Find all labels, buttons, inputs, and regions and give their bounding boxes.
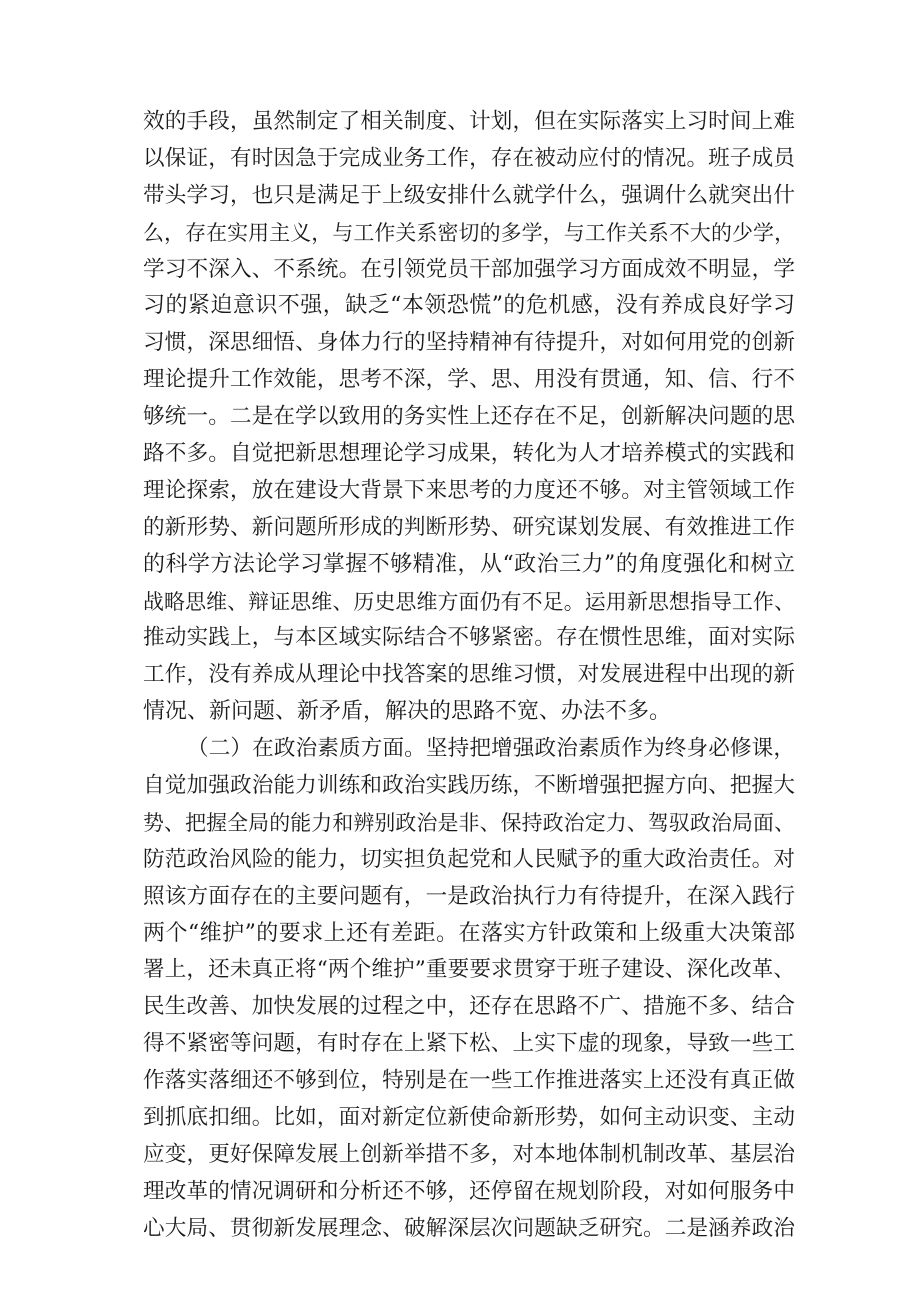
text-line: 心大局、贯彻新发展理念、破解深层次问题缺乏研究。二是涵养政治 bbox=[143, 1215, 795, 1241]
text-line: 战略思维、辩证思维、历史思维方面仍有不足。运用新思想指导工作、 bbox=[143, 589, 795, 614]
text-line: 作落实落细还不够到位，特别是在一些工作推进落实上还没有真正做 bbox=[143, 1068, 795, 1094]
document-body bbox=[143, 104, 795, 1248]
text-line: 效的手段，虽然制定了相关制度、计划，但在实际落实上习时间上难 bbox=[143, 109, 795, 134]
text-line: 自觉加强政治能力训练和政治实践历练，不断增强把握方向、把握大 bbox=[143, 773, 795, 799]
text-line: 工作，没有养成从理论中找答案的思维习惯，对发展进程中出现的新 bbox=[143, 662, 795, 688]
text-line: 理改革的情况调研和分析还不够，还停留在规划阶段，对如何服务中 bbox=[143, 1178, 795, 1204]
text-line: 么，存在实用主义，与工作关系密切的多学，与工作关系不大的少学， bbox=[143, 220, 795, 245]
text-line: 够统一。二是在学以致用的务实性上还存在不足，创新解决问题的思 bbox=[143, 404, 795, 430]
text-line: 应变，更好保障发展上创新举措不多，对本地体制机制改革、基层治 bbox=[143, 1141, 795, 1167]
text-line: 理论探索，放在建设大背景下来思考的力度还不够。对主管领域工作 bbox=[143, 477, 795, 503]
text-line: 情况、新问题、新矛盾，解决的思路不宽、办法不多。 bbox=[143, 699, 672, 725]
text-line: 路不多。自觉把新思想理论学习成果，转化为人才培养模式的实践和 bbox=[143, 441, 795, 467]
text-line: 的科学方法论学习掌握不够精准，从“政治三力”的角度强化和树立 bbox=[143, 551, 795, 577]
text-line: 学习不深入、不系统。在引领党员干部加强学习方面成效不明显，学 bbox=[143, 256, 795, 282]
text-line: 民生改善、加快发展的过程之中，还存在思路不广、措施不多、结合 bbox=[143, 994, 795, 1020]
text-line: 以保证，有时因急于完成业务工作，存在被动应付的情况。班子成员 bbox=[143, 145, 795, 171]
text-line: 的新形势、新问题所形成的判断形势、研究谋划发展、有效推进工作 bbox=[143, 514, 795, 540]
text-line: 到抓底扣细。比如，面对新定位新使命新形势，如何主动识变、主动 bbox=[143, 1105, 795, 1131]
text-line: 习惯，深思细悟、身体力行的坚持精神有待提升，对如何用党的创新 bbox=[143, 330, 795, 356]
paragraph-political-quality bbox=[143, 731, 795, 1247]
text-line: 势、把握全局的能力和辨别政治是非、保持政治定力、驾驭政治局面、 bbox=[143, 810, 795, 835]
text-line: 推动实践上，与本区域实际结合不够紧密。存在惯性思维，面对实际 bbox=[143, 625, 795, 651]
text-line: 照该方面存在的主要问题有，一是政治执行力有待提升，在深入践行 bbox=[143, 883, 795, 909]
text-line: 理论提升工作效能，思考不深，学、思、用没有贯通，知、信、行不 bbox=[143, 367, 795, 393]
text-line: 防范政治风险的能力，切实担负起党和人民赋予的重大政治责任。对 bbox=[143, 846, 795, 872]
text-line: 两个“维护”的要求上还有差距。在落实方针政策和上级重大决策部 bbox=[143, 920, 795, 946]
section-heading-line: （二）在政治素质方面。坚持把增强政治素质作为终身必修课， bbox=[187, 736, 795, 762]
paragraph-learning-shortcomings bbox=[143, 104, 795, 731]
text-line: 署上，还未真正将“两个维护”重要要求贯穿于班子建设、深化改革、 bbox=[143, 957, 795, 983]
text-line: 带头学习，也只是满足于上级安排什么就学什么，强调什么就突出什 bbox=[143, 182, 795, 208]
text-line: 得不紧密等问题，有时存在上紧下松、上实下虚的现象，导致一些工 bbox=[143, 1031, 795, 1057]
text-line: 习的紧迫意识不强，缺乏“本领恐慌”的危机感，没有养成良好学习 bbox=[143, 293, 795, 319]
